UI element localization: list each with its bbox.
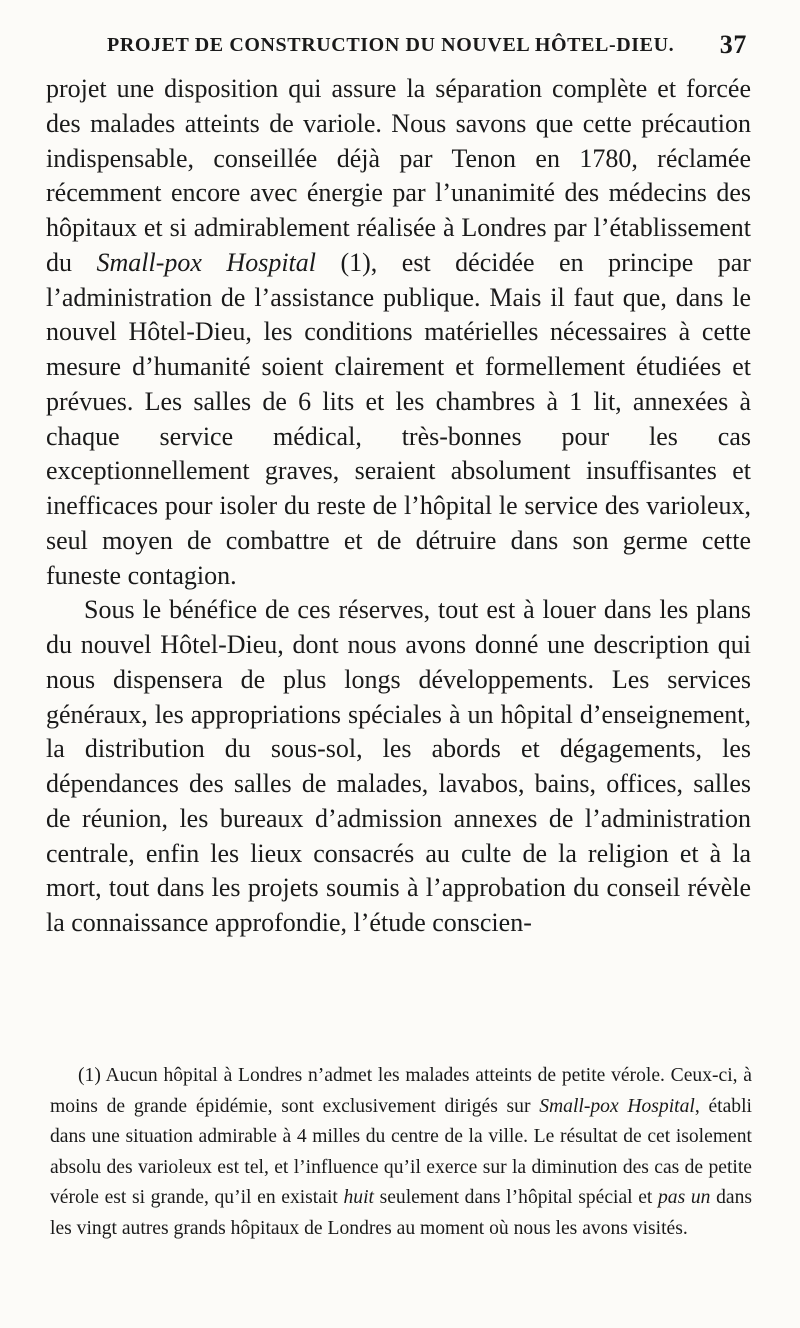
footnote-area xyxy=(50,1061,752,1245)
paragraph-1-text-a: projet une disposition qui assure la séparation complète et forcée des malades atteints de variole. Nous savons que cette précaution indispensable, conseillée déjà par Tenon en 1780, réclamée récemment encore avec énergie par l’unanimité des médecins des hôpitaux et si admirablement réalisée à Londres par l’établissement du xyxy=(46,74,751,277)
page-number: 37 xyxy=(719,30,747,59)
footnote-text-a: (1) Aucun hôpital à Londres n’admet les malades atteints de petite vérole. Ceux-ci, à moins de grande épidémie, sont exclusivement dirigés sur xyxy=(50,1065,752,1117)
paragraph-2: Sous le bénéfice de ces réserves, tout est à louer dans les plans du nouvel Hôtel-Dieu, dont nous avons donné une description qui nous dispensera de plus longs développements. Les services généraux, les appropriations spéciales à un hôpital d’enseignement, la distribution du sous-sol, les abords et dégagements, les dépendances des salles de malades, lavabos, bains, offices, salles de réunion, les bureaux d’admission annexes de l’administration centrale, enfin les lieux consacrés au culte de la religion et à la mort, tout dans les projets soumis à l’approbation du conseil révèle la connaissance approfondie, l’étude conscien- xyxy=(46,595,751,937)
paragraph-1-text-b: , est décidée en principe par l’administration de l’assistance publique. Mais il faut que, dans le nouvel Hôtel-Dieu, les conditions matérielles nécessaires à cette mesure d’humanité soient clairement et formellement étudiées et prévues. Les salles de 6 lits et les chambres à 1 lit, annexées à chaque service médical, très-bonnes pour les cas exceptionnellement graves, seraient absolument insuffisantes et inefficaces pour isoler du reste de l’hôpital le service des varioleux, seul moyen de combattre et de détruire dans son germe cette funeste contagion. xyxy=(46,247,751,590)
body-text xyxy=(46,72,751,941)
footnote-italic-hospital: Small-pox Hospital xyxy=(539,1095,695,1117)
running-title: PROJET DE CONSTRUCTION DU NOUVEL HÔTEL-DIEU. xyxy=(107,34,675,56)
footnote-italic-huit: huit xyxy=(343,1187,374,1209)
paragraph-1-italic-hospital: Small-pox Hospital xyxy=(96,247,316,277)
running-head xyxy=(107,30,747,64)
footnote-text-c: seulement dans l’hôpital spécial et xyxy=(373,1187,658,1209)
footnote-reference: (1) xyxy=(315,247,371,277)
footnote-italic-pas-un: pas un xyxy=(658,1187,711,1209)
footnote-text-b: , établi dans une situation admirable à 4 milles du centre de la ville. Le résultat de cet isolement absolu des varioleux est tel, et l’influence qu’il exerce sur la diminution des cas de petite vérole est si grande, qu’il en existait xyxy=(50,1095,752,1209)
paragraph-1 xyxy=(46,72,751,593)
footnote-1 xyxy=(50,1061,752,1245)
footnote-text-d: dans les vingt autres grands hôpitaux de Londres au moment où nous les avons visités. xyxy=(50,1187,752,1239)
